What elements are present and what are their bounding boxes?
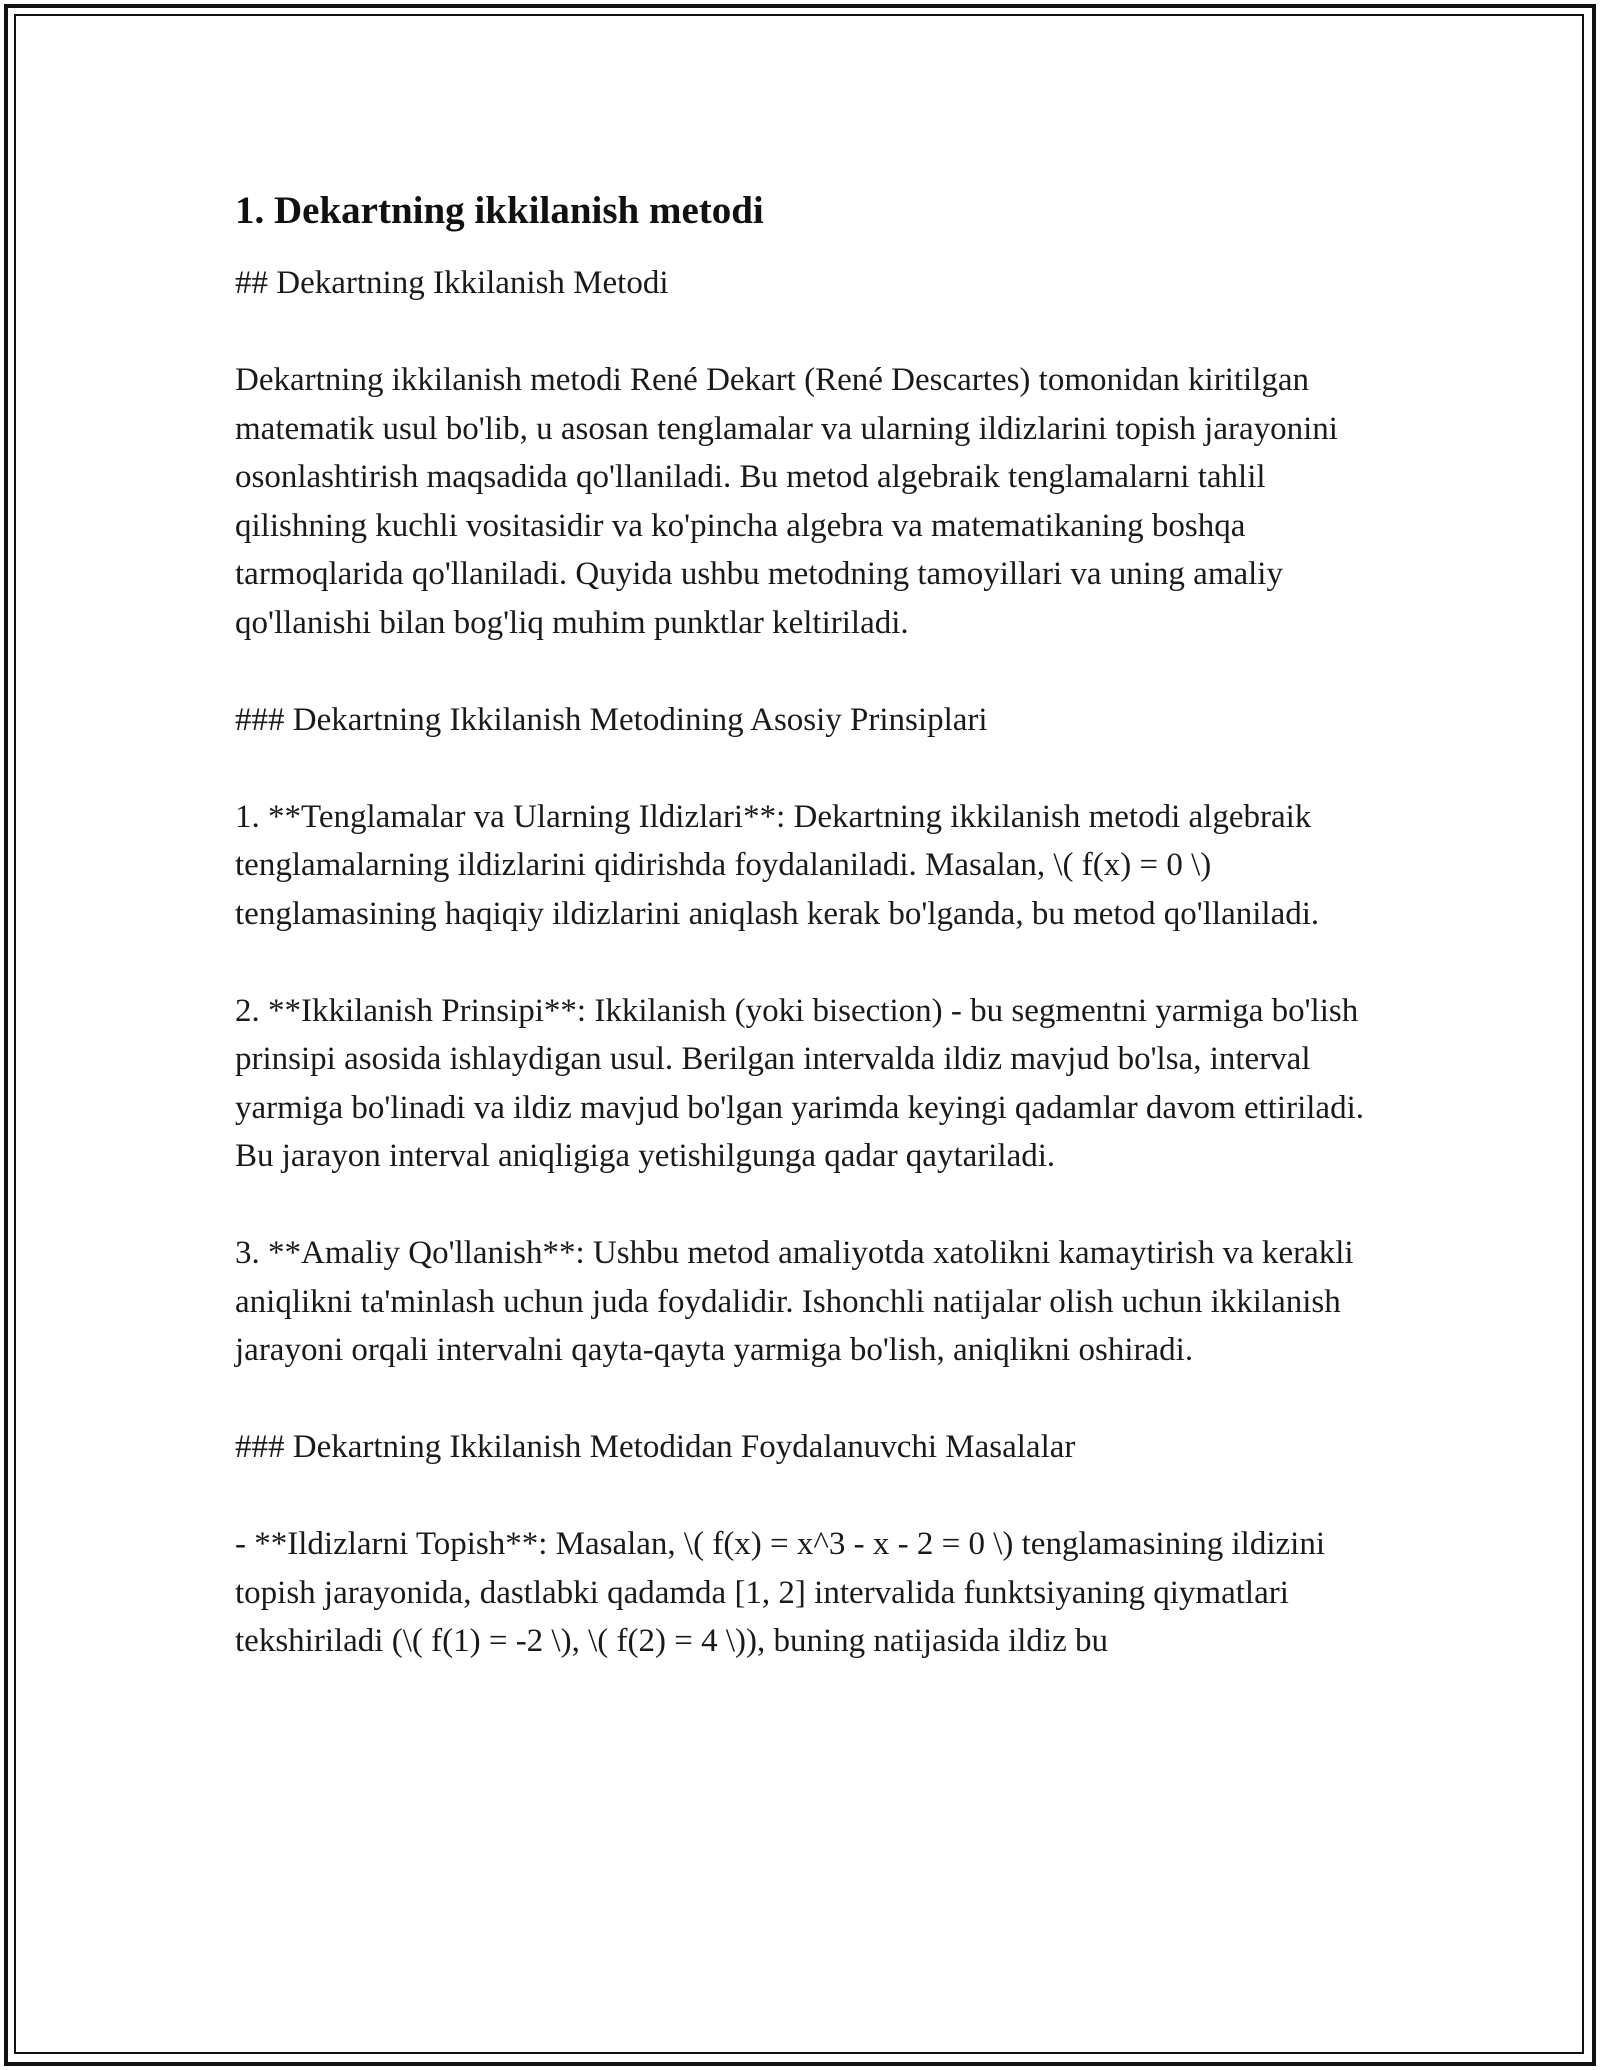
document-title: 1. Dekartning ikkilanish metodi (235, 189, 764, 232)
section-heading: ## Dekartning Ikkilanish Metodi (235, 265, 669, 301)
subsection-heading-problems: ### Dekartning Ikkilanish Metodidan Foydalanuvchi Masalalar (235, 1429, 1076, 1465)
list-item-equations: 1. **Tenglamalar va Ularning Ildizlari**: Dekartning ikkilanish metodi algebraik tenglamalarning ildizlarini qidirishda foydalaniladi. Masalan, \( f(x) = 0 \) tenglamasining haqiqiy ildizlarini aniqlash kerak bo'lganda, bu metod qo'llaniladi. (235, 798, 1320, 932)
bullet-item-root-finding: - **Ildizlarni Topish**: Masalan, \( f(x) = x^3 - x - 2 = 0 \) tenglamasining ildizini topish jarayonida, dastlabki qadamda [1, 2] intervalida funktsiyaning qiymatlari tekshiriladi (\( f(1) = -2 \), \( f(2) = 4 \)), buning natijasida ildiz bu (235, 1526, 1325, 1659)
list-item-bisection-principle: 2. **Ikkilanish Prinsipi**: Ikkilanish (yoki bisection) - bu segmentni yarmiga bo'lish prinsipi asosida ishlaydigan usul. Berilgan intervalda ildiz mavjud bo'lsa, interval yarmiga bo'linadi va ildiz mavjud bo'lgan yarimda keyingi qadamlar davom ettiriladi. Bu jarayon interval aniqligiga yetishilgunga qadar qaytariladi. (235, 992, 1364, 1174)
document-body (235, 183, 1375, 1714)
subsection-heading-principles: ### Dekartning Ikkilanish Metodining Asosiy Prinsiplari (235, 701, 988, 738)
list-item-practical-use: 3. **Amaliy Qo'llanish**: Ushbu metod amaliyotda xatolikni kamaytirish va kerakli aniqlikni ta'minlash uchun juda foydalidir. Ishonchli natijalar olish uchun ikkilanish jarayoni orqali intervalni qayta-qayta yarmiga bo'lish, aniqlikni oshiradi. (235, 1235, 1354, 1368)
intro-paragraph: Dekartning ikkilanish metodi René Dekart (René Descartes) tomonidan kiritilgan matematik usul bo'lib, u asosan tenglamalar va ularning ildizlarini topish jarayonini osonlashtirish maqsadida qo'llaniladi. Bu metod algebraik tenglamalarni tahlil qilishning kuchli vositasidir va ko'pincha algebra va matematikaning boshqa tarmoqlarida qo'llaniladi. Quyida ushbu metodning tamoyillari va uning amaliy qo'llanishi bilan bog'liq muhim punktlar keltiriladi. (235, 362, 1338, 641)
